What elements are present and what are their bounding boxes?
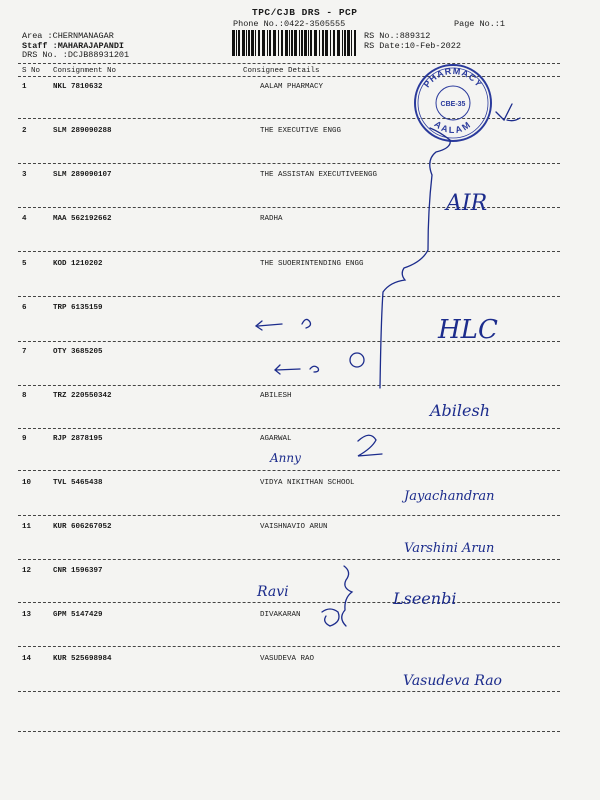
barcode-bar — [258, 30, 260, 56]
barcode-bar — [273, 30, 276, 56]
table-row — [0, 127, 600, 139]
row-consignee: AALAM PHARMACY — [260, 83, 324, 91]
table-row — [0, 171, 600, 183]
row-sno: 7 — [22, 348, 27, 356]
rs-number: RS No.:889312 — [364, 31, 431, 41]
table-row — [0, 611, 600, 623]
row-consignment: KUR 525698984 — [53, 655, 112, 663]
table-row — [0, 304, 600, 316]
barcode-bar — [251, 30, 254, 56]
signature-row-14: Vasudeva Rao — [403, 673, 502, 689]
barcode-bar — [333, 30, 335, 56]
signature-row-12-left: Ravi — [257, 584, 289, 600]
col-header-sno: S No — [22, 67, 41, 75]
signature-row-12-right: Lseenbi — [393, 589, 457, 608]
barcode-bar — [325, 30, 328, 56]
barcode-bar — [354, 30, 356, 56]
row-sno: 9 — [22, 435, 27, 443]
row-divider — [18, 296, 560, 297]
barcode-bar — [344, 30, 346, 56]
barcode-bar — [281, 30, 283, 56]
row-sno: 10 — [22, 479, 32, 487]
table-row — [0, 479, 600, 491]
row-sno: 1 — [22, 83, 27, 91]
barcode-bar — [337, 30, 340, 56]
row-sno: 5 — [22, 260, 27, 268]
row-consignment: TVL 5465438 — [53, 479, 103, 487]
barcode-bar — [319, 30, 320, 56]
row-consignee: VASUDEVA RAO — [260, 655, 315, 663]
row-consignee: THE EXECUTIVE ENGG — [260, 127, 342, 135]
barcode-bar — [248, 30, 250, 56]
barcode-bar — [291, 30, 293, 56]
table-row — [0, 567, 600, 579]
barcode — [232, 30, 358, 56]
scribble-mark — [310, 366, 319, 372]
row-divider — [18, 646, 560, 647]
row-divider — [18, 207, 560, 208]
barcode-bar — [267, 30, 268, 56]
table-row — [0, 523, 600, 535]
barcode-bar — [278, 30, 279, 56]
row-divider — [18, 691, 560, 692]
row-consignee: THE SUOERINTENDING ENGG — [260, 260, 364, 268]
barcode-bar — [347, 30, 350, 56]
col-header-consignee: Consignee Details — [243, 67, 320, 75]
row-consignee: DIVAKARAN — [260, 611, 301, 619]
stamp-bottom-text: AALAM — [432, 118, 474, 136]
barcode-bar — [232, 30, 235, 56]
barcode-bar — [289, 30, 290, 56]
signature-row-10: Jayachandran — [404, 489, 495, 504]
row-consignment: RJP 2878195 — [53, 435, 103, 443]
signature-row-9: Anny — [270, 451, 301, 465]
col-header-consignment: Consignment No — [53, 67, 117, 75]
row-sno: 13 — [22, 611, 32, 619]
row-sno: 8 — [22, 392, 27, 400]
barcode-bar — [269, 30, 271, 56]
row-consignment: SLM 289090288 — [53, 127, 112, 135]
table-row — [0, 435, 600, 447]
barcode-bar — [330, 30, 331, 56]
row-divider — [18, 163, 560, 164]
pharmacy-stamp — [412, 62, 494, 144]
signature-row-6: HLC — [438, 315, 498, 345]
signature-row-11: Varshini Arun — [404, 541, 495, 556]
signature-row-8: Abilesh — [430, 401, 491, 420]
row-consignment: TRP 6135159 — [53, 304, 103, 312]
staff-label: Staff :MAHARAJAPANDI — [22, 41, 125, 51]
drs-number: DRS No. :DCJB88931201 — [22, 50, 130, 60]
barcode-bar — [238, 30, 240, 56]
barcode-bar — [351, 30, 352, 56]
row-consignment: MAA 562192662 — [53, 215, 112, 223]
arrow-left-icon — [275, 365, 300, 374]
row-sno: 11 — [22, 523, 32, 531]
barcode-bar — [314, 30, 317, 56]
barcode-bar — [308, 30, 309, 56]
barcode-bar — [242, 30, 245, 56]
area-label: Area :CHERNMANAGAR — [22, 31, 114, 41]
row-sno: 4 — [22, 215, 27, 223]
scribble-mark — [302, 319, 311, 328]
row-sno: 6 — [22, 304, 27, 312]
row-consignment: GPM 5147429 — [53, 611, 103, 619]
barcode-bar — [255, 30, 256, 56]
page-number: Page No.:1 — [454, 19, 506, 29]
row-divider — [18, 470, 560, 471]
document-title: TPC/CJB DRS - PCP — [252, 7, 358, 18]
row-sno: 14 — [22, 655, 32, 663]
stamp-center-text: CBE-35 — [440, 101, 466, 108]
svg-text:AALAM — [432, 119, 473, 135]
row-sno: 12 — [22, 567, 32, 575]
phone-number: Phone No.:0422-3505555 — [233, 19, 346, 29]
row-consignee: ABILESH — [260, 392, 292, 400]
row-divider — [18, 385, 560, 386]
row-consignment: TRZ 220550342 — [53, 392, 112, 400]
barcode-bar — [262, 30, 265, 56]
row-consignee: RADHA — [260, 215, 283, 223]
rs-date: RS Date:10-Feb-2022 — [364, 41, 461, 51]
barcode-bar — [236, 30, 237, 56]
barcode-bar — [299, 30, 300, 56]
row-sno: 3 — [22, 171, 27, 179]
barcode-bar — [304, 30, 307, 56]
row-divider — [18, 602, 560, 603]
signature-row-3: AIR — [446, 191, 488, 216]
barcode-bar — [285, 30, 288, 56]
row-divider — [18, 515, 560, 516]
barcode-bar — [301, 30, 303, 56]
table-row — [0, 348, 600, 360]
footer-rule — [18, 731, 560, 732]
table-row — [0, 83, 600, 95]
table-row — [0, 655, 600, 667]
row-consignee: VAISHNAVIO ARUN — [260, 523, 328, 531]
row-consignment: KUR 606267052 — [53, 523, 112, 531]
arrow-left-icon — [256, 321, 282, 330]
row-consignee: VIDYA NIKITHAN SCHOOL — [260, 479, 355, 487]
row-divider — [18, 428, 560, 429]
row-consignee: THE ASSISTAN EXECUTIVEENGG — [260, 171, 378, 179]
row-divider — [18, 251, 560, 252]
row-consignment: NKL 7810632 — [53, 83, 103, 91]
barcode-bar — [342, 30, 343, 56]
row-consignment: KOD 1210202 — [53, 260, 103, 268]
row-divider — [18, 341, 560, 342]
row-divider — [18, 559, 560, 560]
barcode-bar — [246, 30, 247, 56]
row-consignment: SLM 289090107 — [53, 171, 112, 179]
table-row — [0, 392, 600, 404]
row-consignment: OTY 3685205 — [53, 348, 103, 356]
row-consignment: CNR 1596397 — [53, 567, 103, 575]
table-row — [0, 260, 600, 272]
table-row — [0, 215, 600, 227]
row-sno: 2 — [22, 127, 27, 135]
row-consignee: AGARWAL — [260, 435, 292, 443]
barcode-bar — [322, 30, 324, 56]
barcode-bar — [294, 30, 297, 56]
barcode-bar — [310, 30, 312, 56]
stamp-top-text: PHARMACY — [421, 65, 485, 90]
